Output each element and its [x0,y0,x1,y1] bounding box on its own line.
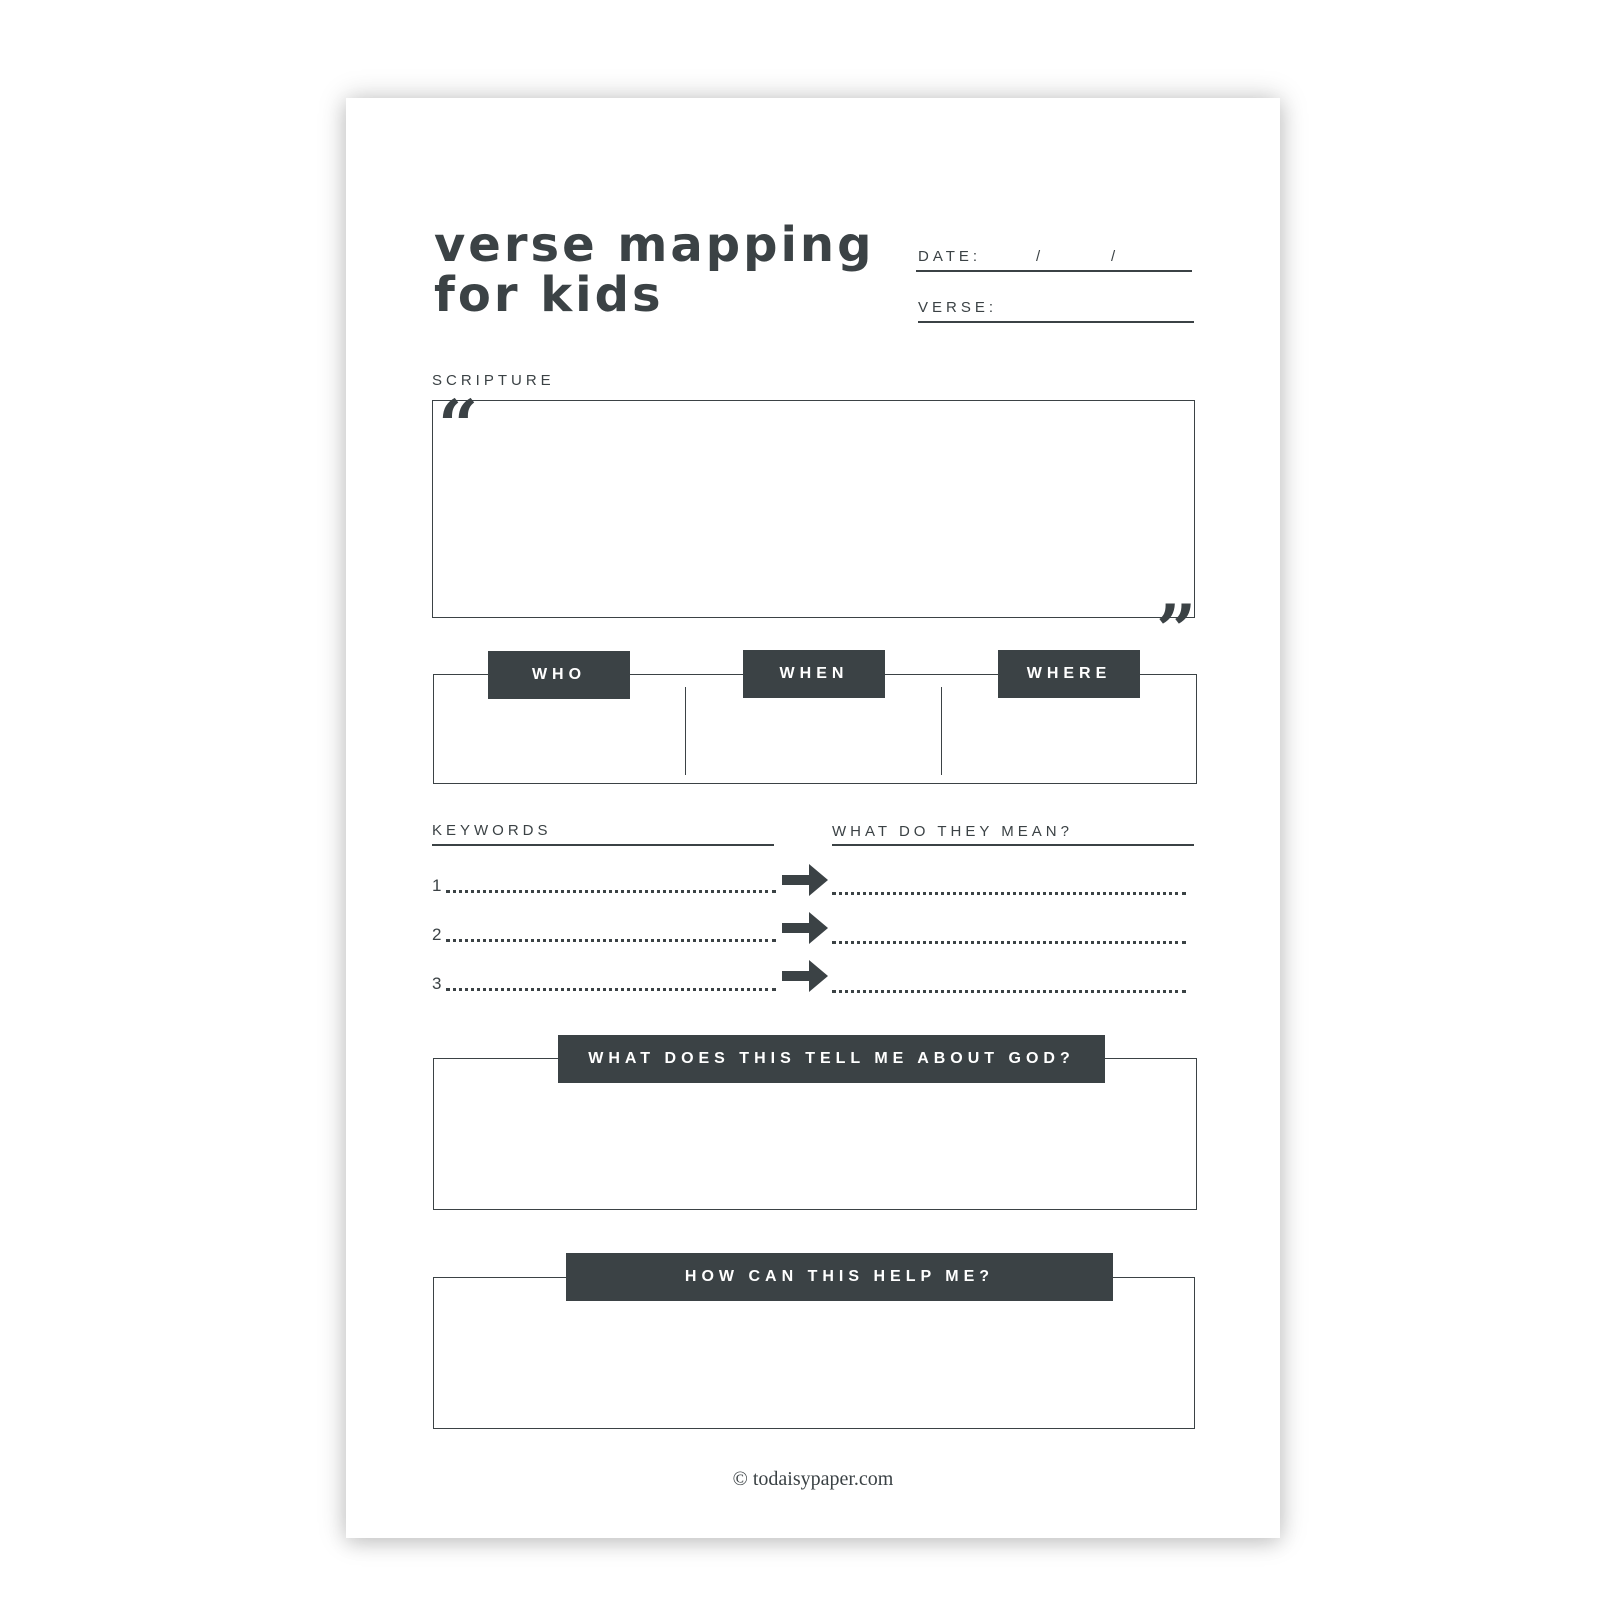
keywords-label: KEYWORDS [432,822,552,839]
keyword-number-1: 1 [432,876,442,895]
help-me-tag: HOW CAN THIS HELP ME? [566,1253,1113,1301]
keyword-field-3[interactable] [446,988,776,991]
keyword-number-2: 2 [432,925,442,944]
meaning-underline [832,844,1194,846]
column-divider-2 [941,687,942,775]
right-arrow-icon [782,958,828,994]
date-field[interactable] [916,270,1192,272]
page-title [434,217,875,323]
right-arrow-icon [782,910,828,946]
date-slash-2: / [1111,248,1116,265]
meaning-field-3[interactable] [832,990,1186,993]
worksheet-page [346,98,1280,1538]
verse-label: VERSE: [918,299,998,316]
who-tag: WHO [488,651,630,699]
keyword-field-1[interactable] [446,890,776,893]
scripture-label: SCRIPTURE [432,372,555,389]
date-slash-1: / [1036,248,1041,265]
verse-field[interactable] [918,321,1194,323]
date-label: DATE: [918,248,982,265]
when-tag: WHEN [743,650,885,698]
copyright-footer: © todaisypaper.com [732,1468,894,1490]
right-arrow-icon [782,862,828,898]
meaning-field-2[interactable] [832,941,1186,944]
keyword-field-2[interactable] [446,939,776,942]
keywords-underline [432,844,774,846]
close-quote-icon: ” [1156,589,1197,672]
keyword-number-3: 3 [432,974,442,993]
title-line-2: for kids [434,267,664,323]
where-tag: WHERE [998,650,1140,698]
scripture-box[interactable] [432,400,1195,618]
meaning-label: WHAT DO THEY MEAN? [832,823,1073,840]
about-god-tag: WHAT DOES THIS TELL ME ABOUT GOD? [558,1035,1105,1083]
title-line-1: verse mapping [434,217,875,273]
open-quote-icon: “ [438,384,479,467]
column-divider-1 [685,687,686,775]
meaning-field-1[interactable] [832,892,1186,895]
